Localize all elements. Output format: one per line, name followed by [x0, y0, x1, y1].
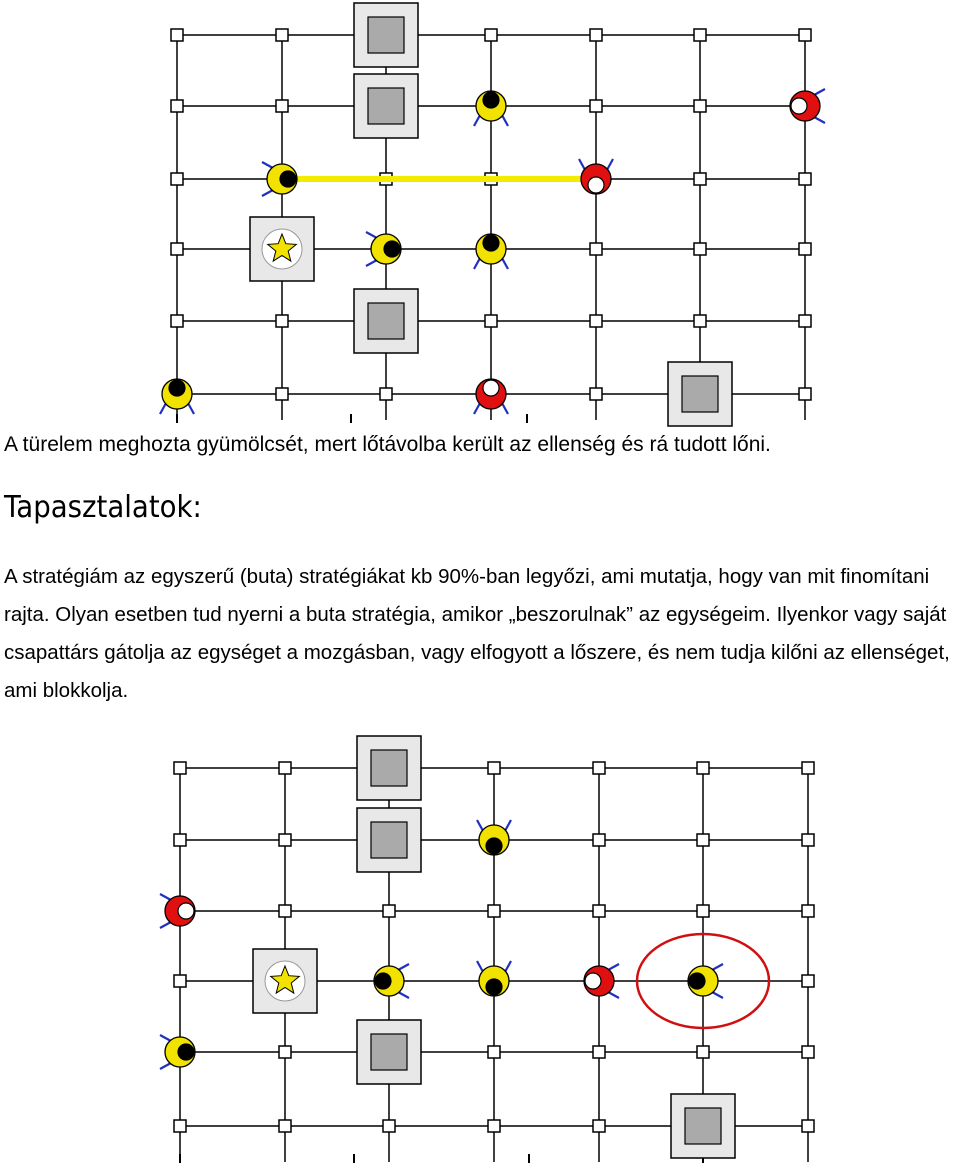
grid-node	[694, 243, 706, 255]
grid-node	[590, 243, 602, 255]
enemy-unit	[584, 964, 619, 998]
grid-node	[174, 975, 186, 987]
ally-unit	[474, 91, 508, 126]
grid-node	[802, 834, 814, 846]
experience-paragraph	[4, 558, 960, 710]
unit-core	[375, 973, 391, 989]
grid-node	[488, 905, 500, 917]
star-base	[253, 949, 317, 1013]
grid-node	[590, 100, 602, 112]
enemy-unit	[160, 894, 195, 928]
grid-node	[590, 29, 602, 41]
grid-node	[799, 29, 811, 41]
ally-unit	[688, 964, 723, 998]
obstacle-block	[354, 3, 418, 67]
obstacle-block	[357, 736, 421, 800]
obstacle-block	[668, 362, 732, 426]
enemy-unit	[790, 89, 825, 123]
section-heading: Tapasztalatok:	[4, 490, 202, 525]
grid-node	[276, 388, 288, 400]
grid-node	[694, 29, 706, 41]
grid-node	[279, 834, 291, 846]
grid-node	[802, 975, 814, 987]
star-base	[250, 217, 314, 281]
grid-node	[590, 315, 602, 327]
enemy-unit	[579, 159, 613, 194]
obstacle-block	[357, 1020, 421, 1084]
grid-node	[802, 1046, 814, 1058]
grid-node	[174, 834, 186, 846]
ally-unit	[477, 961, 511, 996]
unit-core	[486, 838, 502, 854]
grid-node	[799, 173, 811, 185]
caption: A türelem meghozta gyümölcsét, mert lőtávolba került az ellenség és rá tudott lőni.	[4, 433, 771, 456]
grid-node	[279, 905, 291, 917]
grid-node	[694, 173, 706, 185]
unit-core	[483, 92, 499, 108]
grid-node	[383, 1120, 395, 1132]
grid-node	[485, 315, 497, 327]
ally-unit	[366, 232, 401, 266]
obstacle-block	[357, 808, 421, 872]
unit-core	[689, 973, 705, 989]
unit-core	[178, 1044, 194, 1060]
grid-node	[799, 315, 811, 327]
grid-node	[697, 834, 709, 846]
grid-node	[171, 29, 183, 41]
obstacle-block	[354, 74, 418, 138]
grid-node	[593, 1046, 605, 1058]
unit-core	[483, 235, 499, 251]
grid-node	[171, 100, 183, 112]
ally-unit	[160, 1035, 195, 1069]
ally-unit	[474, 234, 508, 269]
ally-unit	[160, 379, 194, 414]
unit-core	[585, 973, 601, 989]
grid-node	[802, 1120, 814, 1132]
game-board-top	[0, 0, 960, 430]
grid-node	[802, 762, 814, 774]
grid-node	[593, 905, 605, 917]
grid-node	[593, 1120, 605, 1132]
grid-node	[279, 1120, 291, 1132]
grid-node	[276, 29, 288, 41]
grid-node	[279, 762, 291, 774]
ally-unit	[374, 964, 409, 998]
grid-node	[697, 762, 709, 774]
enemy-unit	[474, 379, 508, 414]
unit-core	[486, 979, 502, 995]
grid-node	[697, 1046, 709, 1058]
grid-node	[380, 388, 392, 400]
game-board-bottom	[0, 730, 960, 1166]
grid-node	[276, 315, 288, 327]
grid-node	[174, 1120, 186, 1132]
unit-core	[280, 171, 296, 187]
unit-core	[483, 380, 499, 396]
unit-core	[791, 98, 807, 114]
grid-node	[694, 100, 706, 112]
grid-node	[694, 315, 706, 327]
grid-node	[799, 388, 811, 400]
grid-node	[697, 905, 709, 917]
grid-node	[171, 173, 183, 185]
paragraph-text: A stratégiám az egyszerű (buta) stratégiákat kb 90%-ban legyőzi, ami mutatja, hogy van mit finomítani rajta. Olyan esetben tud nyerni a buta stratégia, amikor „beszorulnak” az egységeim. Ilyenkor vagy saját csapattárs gátolja az egységet a mozgásban, vagy elfogyott a lőszere, és nem tudja kilőni az ellenséget, ami blokkolja.	[4, 565, 950, 702]
grid-node	[171, 243, 183, 255]
grid-node	[590, 388, 602, 400]
grid-node	[593, 834, 605, 846]
grid-node	[276, 100, 288, 112]
grid-node	[383, 905, 395, 917]
unit-core	[169, 380, 185, 396]
ally-unit	[262, 162, 297, 196]
grid-node	[802, 905, 814, 917]
unit-core	[384, 241, 400, 257]
grid-node	[488, 1046, 500, 1058]
ally-unit	[477, 820, 511, 855]
grid-node	[171, 315, 183, 327]
unit-core	[178, 903, 194, 919]
grid-node	[279, 1046, 291, 1058]
grid-node	[174, 762, 186, 774]
obstacle-block	[354, 289, 418, 353]
unit-core	[588, 177, 604, 193]
grid-node	[488, 762, 500, 774]
obstacle-block	[671, 1094, 735, 1158]
grid-node	[593, 762, 605, 774]
grid-node	[485, 29, 497, 41]
grid-node	[488, 1120, 500, 1132]
grid-node	[799, 243, 811, 255]
